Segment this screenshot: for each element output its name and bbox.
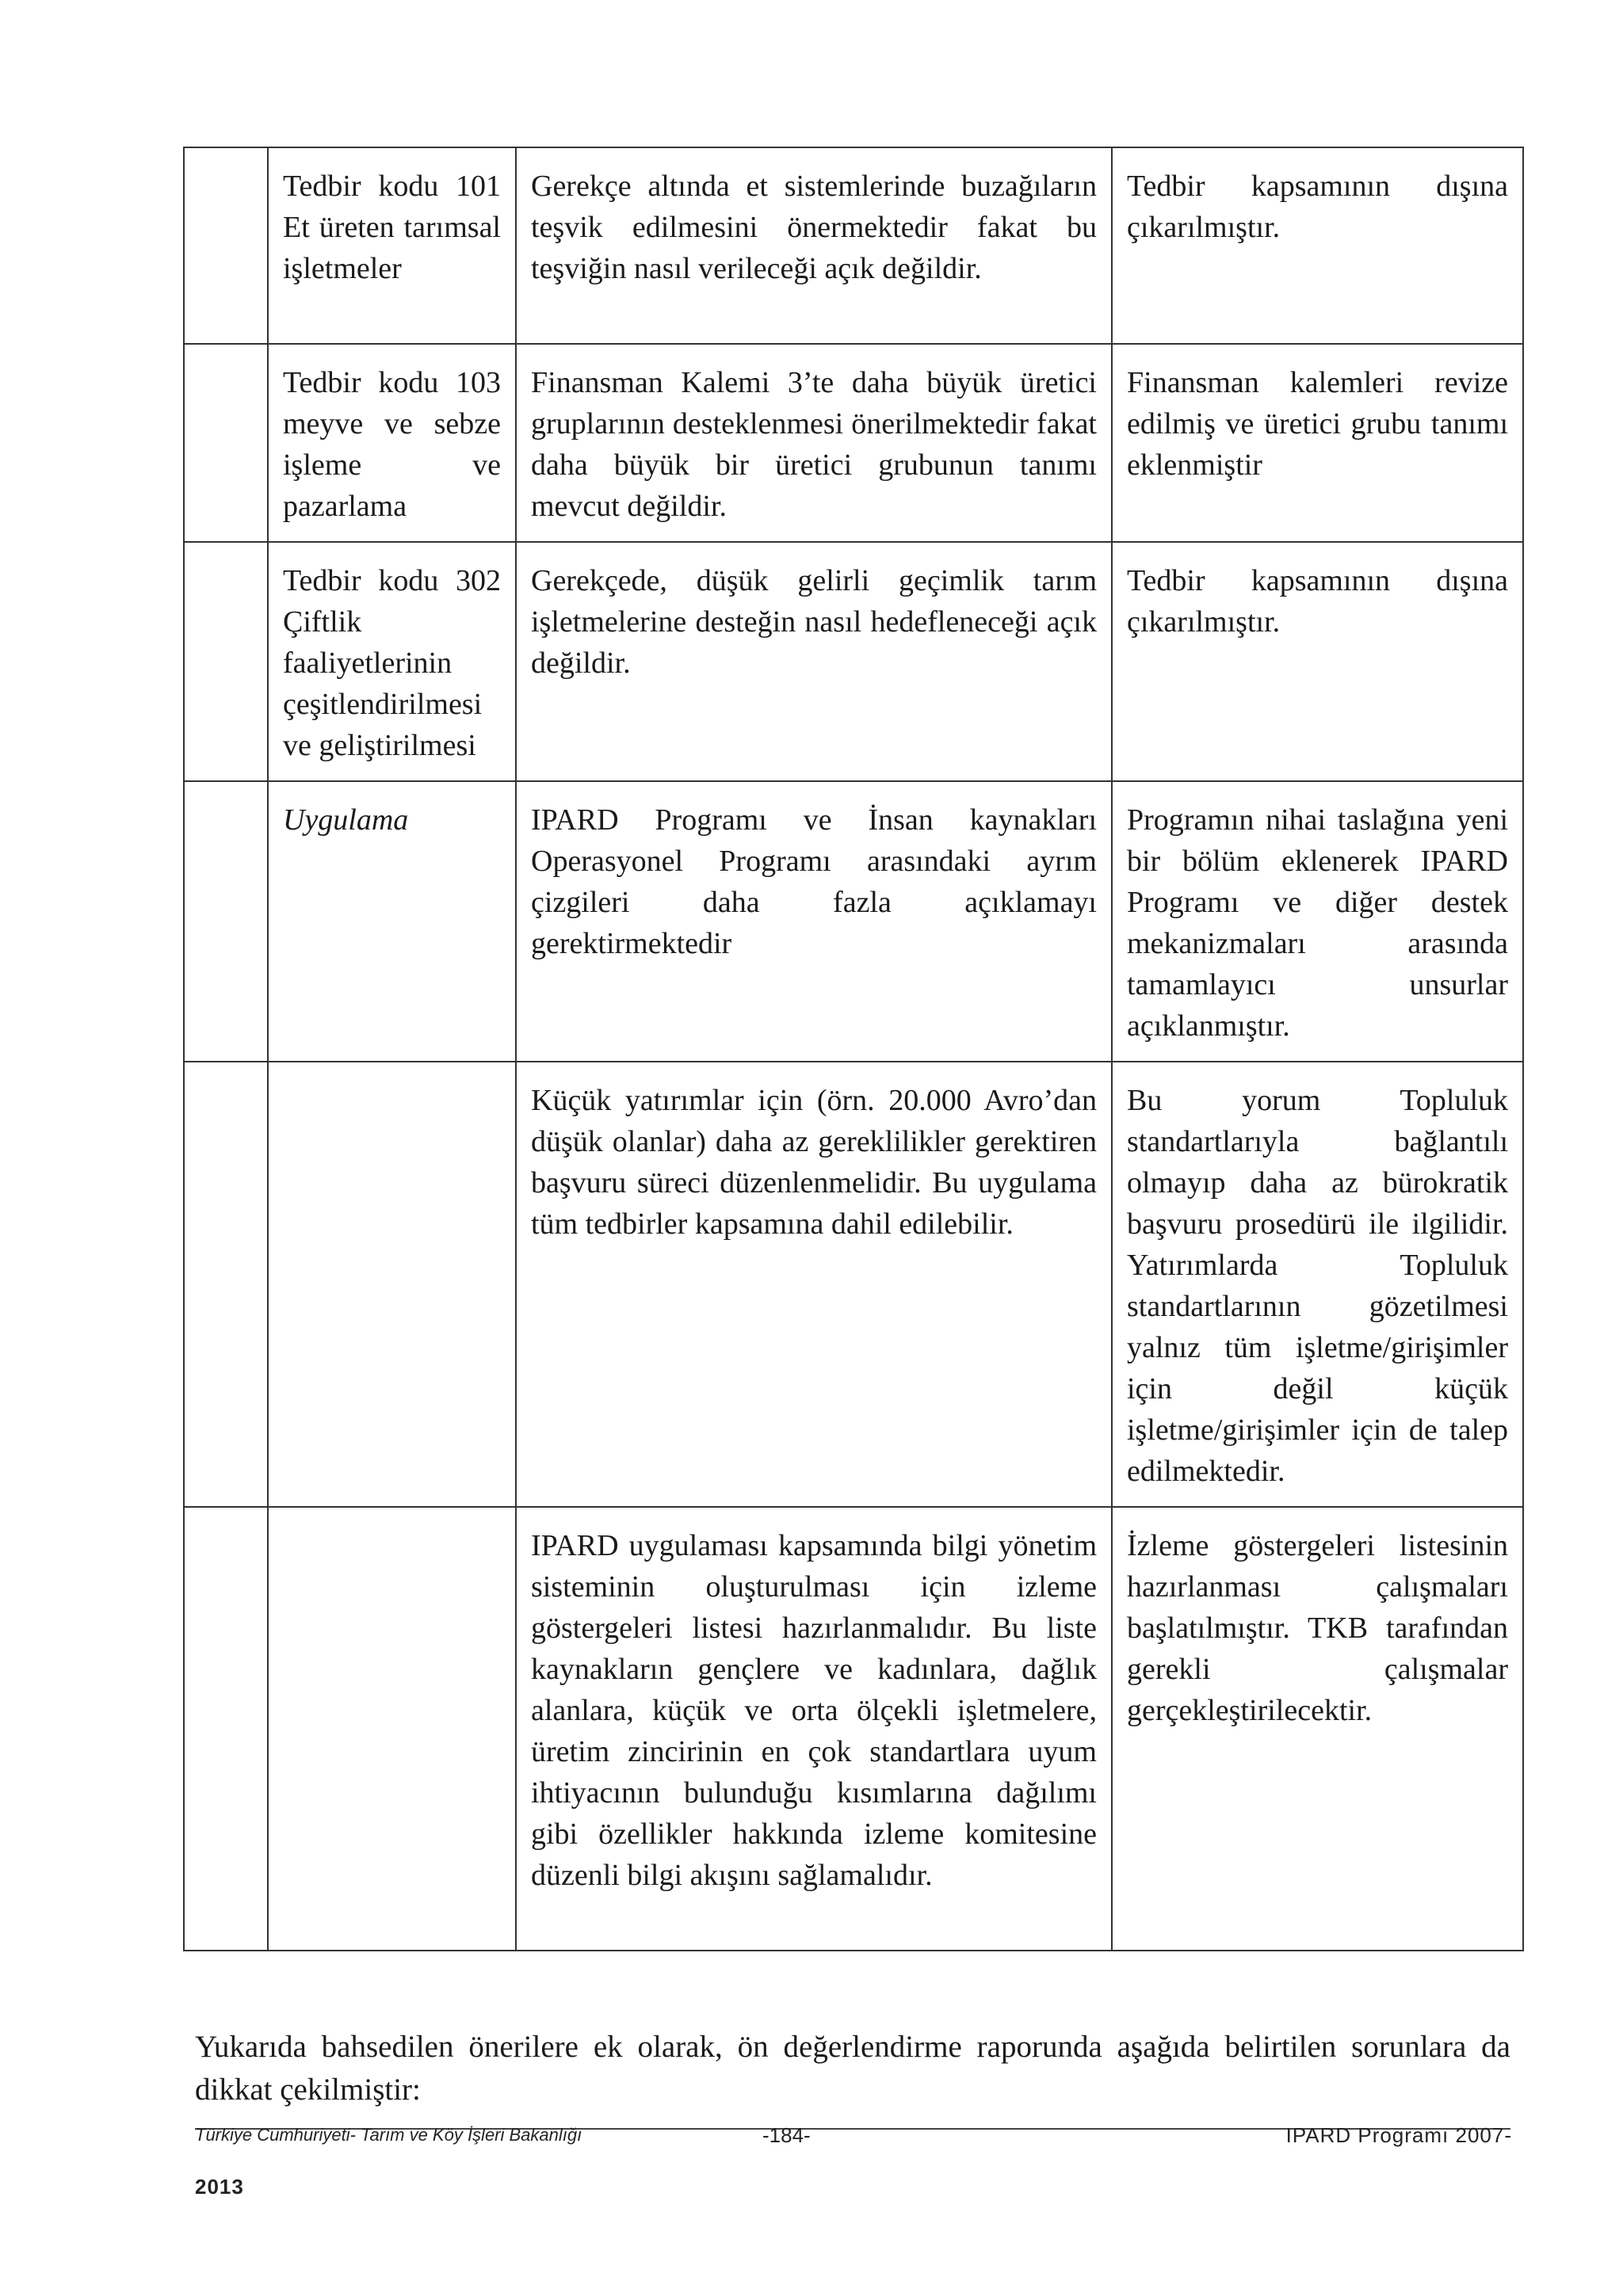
response-cell: Programın nihai taslağına yeni bir bölüm eklenerek IPARD Programı ve diğer destek mekanizmaları arasında tamamlayıcı unsurlar açıklanmıştır. [1112, 781, 1523, 1062]
measure-cell [268, 1507, 516, 1951]
table-row [184, 344, 1523, 542]
table-row [184, 1062, 1523, 1507]
empty-cell [184, 1507, 268, 1951]
comment-cell: Gerekçe altında et sistemlerinde buzağıların teşvik edilmesini önermektedir fakat bu teşviğin nasıl verileceği açık değildir. [516, 147, 1112, 344]
measure-cell [268, 1062, 516, 1507]
table-row [184, 1507, 1523, 1951]
response-cell: Tedbir kapsamının dışına çıkarılmıştır. [1112, 147, 1523, 344]
page-number: -184- [762, 2123, 811, 2147]
response-cell: İzleme göstergeleri listesinin hazırlanması çalışmaları başlatılmıştır. TKB tarafından gerekli çalışmalar gerçekleştirilecektir. [1112, 1507, 1523, 1951]
empty-cell [184, 1062, 268, 1507]
table-row [184, 147, 1523, 344]
comment-cell: Finansman Kalemi 3’te daha büyük üretici gruplarının desteklenmesi önerilmektedir fakat daha büyük bir üretici grubunun tanımı mevcut değildir. [516, 344, 1112, 542]
comment-cell: IPARD Programı ve İnsan kaynakları Operasyonel Programı arasındaki ayrım çizgileri daha fazla açıklamayı gerektirmektedir [516, 781, 1112, 1062]
measure-cell: Tedbir kodu 302 Çiftlik faaliyetlerinin çeşitlendirilmesi ve geliştirilmesi [268, 542, 516, 781]
footer-year: 2013 [195, 2175, 244, 2199]
response-cell: Finansman kalemleri revize edilmiş ve üretici grubu tanımı eklenmiştir [1112, 344, 1523, 542]
comment-cell: Küçük yatırımlar için (örn. 20.000 Avro’dan düşük olanlar) daha az gereklilikler gerektiren başvuru süreci düzenlenmelidir. Bu uygulama tüm tedbirler kapsamına dahil edilebilir. [516, 1062, 1112, 1507]
comment-cell: Gerekçede, düşük gelirli geçimlik tarım işletmelerine desteğin nasıl hedefleneceği açık değildir. [516, 542, 1112, 781]
footer-ministry: Türkiye Cumhuriyeti- Tarım ve Köy İşleri Bakanlığı [195, 2125, 582, 2145]
measure-cell: Tedbir kodu 101 Et üreten tarımsal işletmeler [268, 147, 516, 344]
measure-cell: Uygulama [268, 781, 516, 1062]
body-paragraph: Yukarıda bahsedilen önerilere ek olarak, ön değerlendirme raporunda aşağıda belirtilen sorunlara da dikkat çekilmiştir: [195, 2030, 1510, 2107]
comment-cell: IPARD uygulaması kapsamında bilgi yönetim sisteminin oluşturulması için izleme göstergeleri listesi hazırlanmalıdır. Bu liste kaynakların gençlere ve kadınlara, dağlık alanlara, küçük ve orta ölçekli işletmelere, üretim zincirinin en çok standartlara uyum ihtiyacının bulunduğu kısımlarına dağılımı gibi özellikler hakkında izleme komitesine düzenli bilgi akışını sağlamalıdır. [516, 1507, 1112, 1951]
table-row [184, 542, 1523, 781]
empty-cell [184, 147, 268, 344]
measure-cell: Tedbir kodu 103 meyve ve sebze işleme ve pazarlama [268, 344, 516, 542]
footer-program-title: IPARD Programı 2007- [1285, 2123, 1512, 2147]
evaluation-table [183, 147, 1524, 1951]
empty-cell [184, 781, 268, 1062]
table-row [184, 781, 1523, 1062]
empty-cell [184, 344, 268, 542]
empty-cell [184, 542, 268, 781]
response-cell: Bu yorum Topluluk standartlarıyla bağlantılı olmayıp daha az bürokratik başvuru prosedürü ile ilgilidir. Yatırımlarda Topluluk standartlarının gözetilmesi yalnız tüm işletme/girişimler için değil küçük işletme/girişimler için de talep edilmektedir. [1112, 1062, 1523, 1507]
response-cell: Tedbir kapsamının dışına çıkarılmıştır. [1112, 542, 1523, 781]
